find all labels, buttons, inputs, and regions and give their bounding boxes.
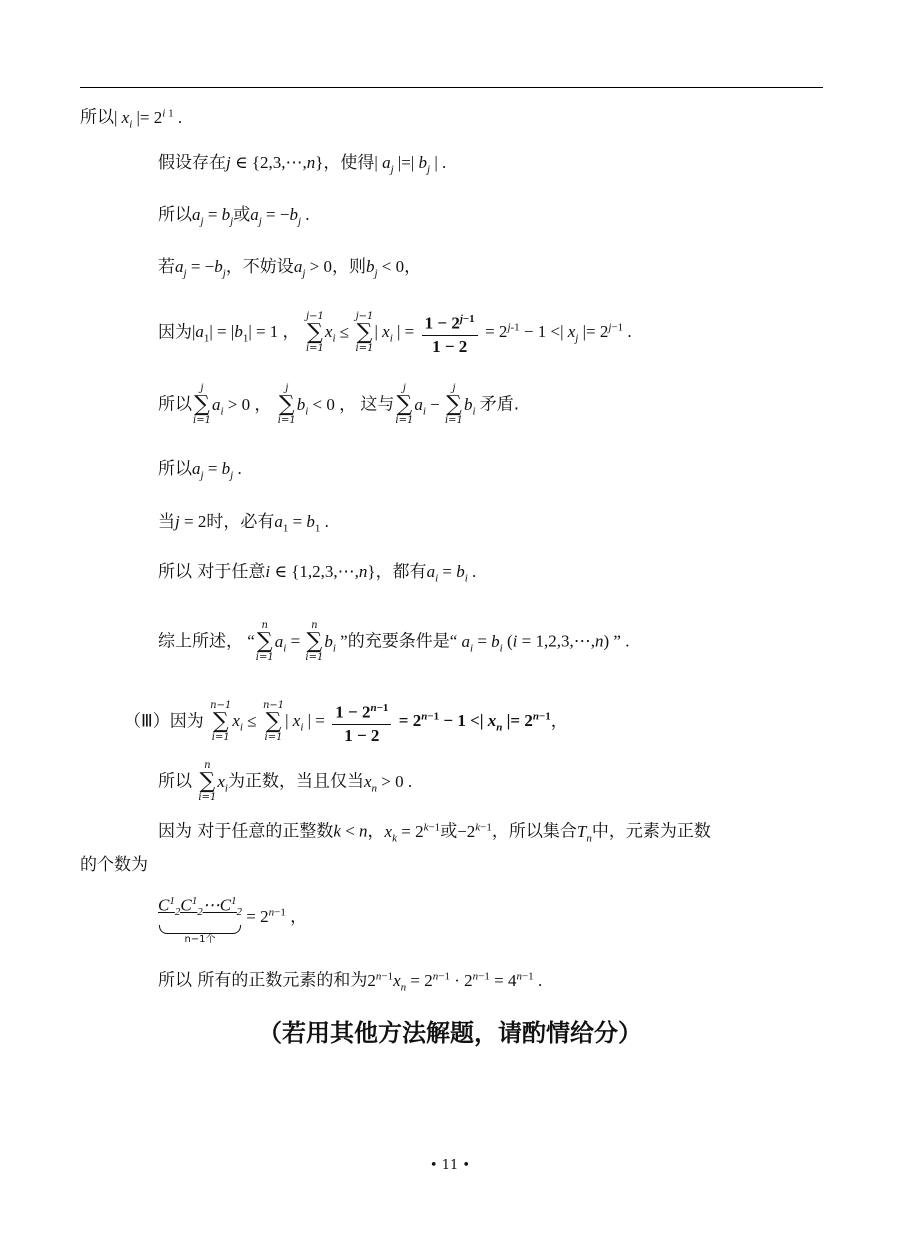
line-7: 所以$a_j = b_j$ . (158, 459, 242, 482)
line-11: （Ⅲ）因为 n−1 ∑ i=1 $x_i$ ≤ n−1 ∑ i=1 | $x_i$ | = $\frac{1 - 2^{n-1}}{1 - 2}$ = $2^{n-1} - 1$ <| $x_n$ |= $2^{n-1}$， (124, 697, 568, 747)
line-3: 所以$a_j = b_j$或$a_j = -b_j$ . (158, 205, 310, 228)
line-6: 所以 j ∑ i=1 $a_i > 0$ ， j ∑ i=1 $b_i < 0$ ， 这与 j ∑ i=1 $a_i$ − j ∑ i=1 $b_i$ 矛盾. (158, 383, 520, 426)
line-8: 当j = 2时，必有$a_1 = b_1$ . (158, 512, 329, 535)
line-9: 所以 对于任意i ∈ {1,2,3,⋯,n}，都有$a_i = b_i$ . (158, 562, 477, 585)
grading-note: （若用其他方法解题，请酌情给分） (258, 1019, 642, 1047)
line-4: 若$a_j = -b_j$，不妨设$a_j > 0$，则$b_j < 0$， (158, 257, 422, 280)
header-rule (80, 87, 823, 88)
line-1: 所以| $x_i$ |= $2^i$ $^1$ . (80, 107, 183, 131)
page-number: • 11 • (429, 1158, 471, 1173)
line-12: 所以 n ∑ i=1 $x_i$为正数，当且仅当$x_n > 0$ . (158, 760, 413, 803)
line-2: 假设存在j ∈ {2,3,⋯,n}，使得| $a_j$ |=| $b_j$ | . (158, 153, 447, 176)
line-16: 所以 所有的正数元素的和为$2^{n-1}x_n = 2^{n-1} \cdot 2^{n-1} = 4^{n-1}$ . (158, 970, 543, 994)
line-13: 因为 对于任意的正整数k < n，$x_k = 2^{k-1}$或$-2^{k-1}$，所以集合$T_n$中，元素为正数 (158, 821, 711, 845)
line-15: $C^1_2C^1_2\cdots C^1_2$ n−1个 = $2^{n-1}$ ， (158, 895, 308, 946)
line-14: 的个数为 (80, 855, 148, 875)
line-10: 综上所述， “ n ∑ i=1 $a_i$ = n ∑ i=1 $b_i$ ”的充要条件是“ $a_i = b_i$ (i = 1,2,3,⋯,n) ” . (158, 620, 630, 663)
line-5: 因为$|a_1| = |b_1| = 1$ ， j−1 ∑ i=1 $x_i$ ≤ j−1 ∑ i=1 | $x_i$ | = $\frac{1 - 2^{j-1}}{1 - 2}$ = $2^{j-1} - 1$ <| $x_j$ |= $2^{j-1}$ . (158, 308, 632, 358)
